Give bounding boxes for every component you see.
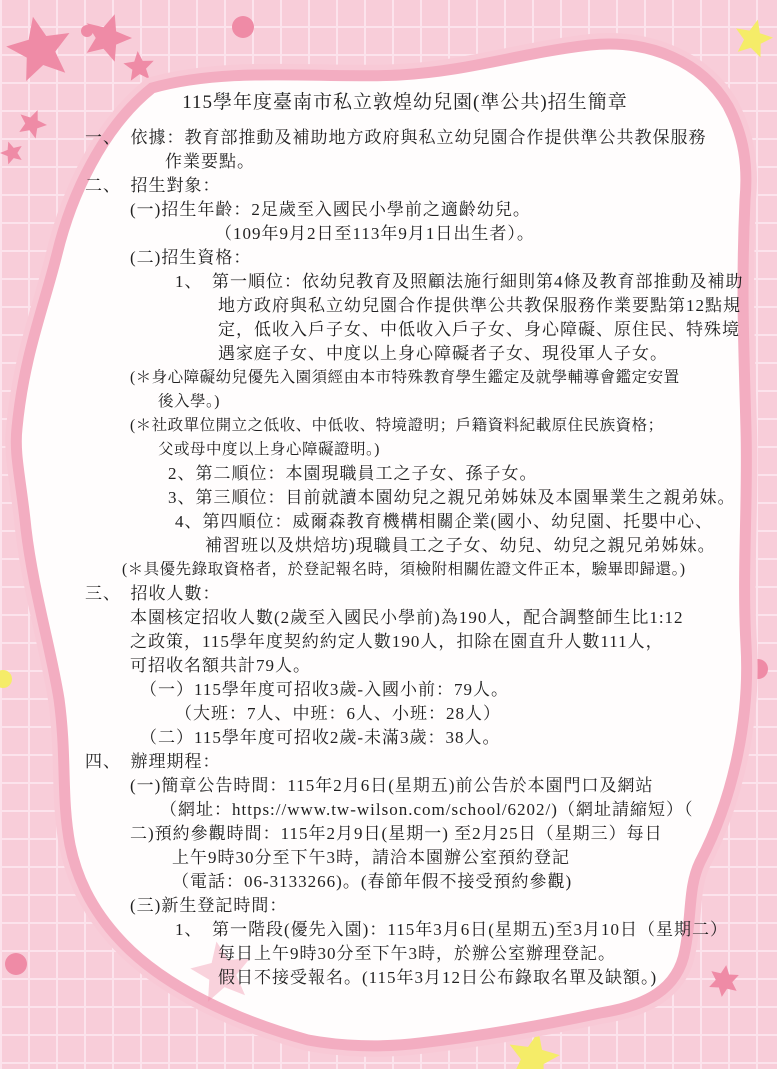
doc-line: 可招收名額共計79人。 [130, 656, 311, 675]
doc-line: 遇家庭子女、中度以上身心障礙者子女、現役軍人子女。 [218, 344, 668, 363]
star-icon [731, 15, 777, 59]
doc-line: 本園核定招收人數(2歲至入國民小學前)為190人，配合調整師生比1:12 [130, 608, 684, 627]
doc-line: （一）115學年度可招收3歲-入國小前：79人。 [140, 680, 510, 699]
doc-line: 每日上午9時30分至下午3時，於辦公室辦理登記。 [218, 944, 616, 963]
doc-line: 1、 第一階段(優先入園)：115年3月6日(星期五)至3月10日（星期二） [175, 920, 729, 939]
dot-icon [0, 670, 12, 688]
doc-line: 補習班以及烘焙坊)現職員工之子女、幼兒、幼兒之親兄弟姊妹。 [205, 536, 716, 555]
doc-line: 1、 第一順位：依幼兒教育及照顧法施行細則第4條及教育部推動及補助 [175, 272, 744, 291]
doc-line: 作業要點。 [165, 152, 255, 171]
doc-line: (＊社政單位開立之低收、中低收、特境證明；戶籍資料紀載原住民族資格； [130, 417, 664, 434]
doc-line: （網址：https://www.tw-wilson.com/school/6202/)（網址請縮短）（ [160, 800, 694, 819]
doc-line: (一)簡章公告時間：115年2月6日(星期五)前公告於本園門口及網站 [130, 776, 654, 795]
doc-line: 之政策，115學年度契約約定人數190人，扣除在園直升人數111人， [130, 632, 664, 651]
doc-line: 上午9時30分至下午3時，請洽本園辦公室預約登記 [172, 848, 570, 867]
doc-line: 四、 辦理期程： [85, 752, 221, 771]
star-icon [1, 10, 77, 84]
doc-line: （電話：06-3133266)。(春節年假不接受預約參觀) [172, 872, 573, 891]
doc-line: 4、第四順位：威爾森教育機構相關企業(國小、幼兒園、托嬰中心、 [175, 512, 714, 531]
dot-icon [232, 16, 254, 38]
doc-line: (一)招生年齡：2足歲至入國民小學前之適齡幼兒。 [130, 200, 531, 219]
document-title: 115學年度臺南市私立敦煌幼兒園(準公共)招生簡章 [182, 92, 628, 113]
doc-line: 二、 招生對象： [85, 176, 221, 195]
doc-lines [85, 126, 744, 990]
star-icon [122, 50, 155, 81]
doc-line: （二）115學年度可招收2歲-未滿3歲：38人。 [140, 728, 501, 747]
doc-line: 三、 招收人數： [85, 584, 221, 603]
doc-line: （109年9月2日至113年9月1日出生者）。 [215, 224, 535, 243]
document-body [85, 88, 744, 990]
doc-line: 後入學。) [158, 393, 220, 410]
doc-line: （大班：7人、中班：6人、小班：28人） [175, 704, 501, 723]
doc-line: 2、第二順位：本園現職員工之子女、孫子女。 [168, 464, 538, 483]
dot-icon [81, 25, 93, 37]
doc-line: 地方政府與私立幼兒園合作提供準公共教保服務作業要點第12點規 [218, 296, 741, 315]
doc-line: 3、第三順位：目前就讀本園幼兒之親兄弟姊妹及本園畢業生之親弟妹。 [168, 488, 736, 507]
doc-line: (＊身心障礙幼兒優先入園須經由本市特殊教育學生鑑定及就學輔導會鑑定安置 [130, 369, 680, 386]
dot-icon [5, 953, 27, 975]
doc-line: (二)招生資格： [130, 248, 252, 267]
doc-line: 一、 依據：教育部推動及補助地方政府與私立幼兒園合作提供準公共教保服務 [85, 128, 707, 147]
doc-line: (＊具優先錄取資格者，於登記報名時，須檢附相關佐證文件正本，驗畢即歸還。) [122, 561, 686, 578]
doc-line: 二)預約參觀時間：115年2月9日(星期一) 至2月25日（星期三）每日 [130, 824, 663, 843]
doc-line: 父或母中度以上身心障礙證明。) [158, 441, 380, 458]
star-icon [0, 138, 26, 166]
doc-line: 定，低收入戶子女、中低收入戶子女、身心障礙、原住民、特殊境 [218, 320, 740, 339]
doc-line: (三)新生登記時間： [130, 896, 288, 915]
star-icon [14, 105, 51, 141]
doc-line: 假日不接受報名。(115年3月12日公布錄取名單及缺額。) [218, 968, 658, 987]
